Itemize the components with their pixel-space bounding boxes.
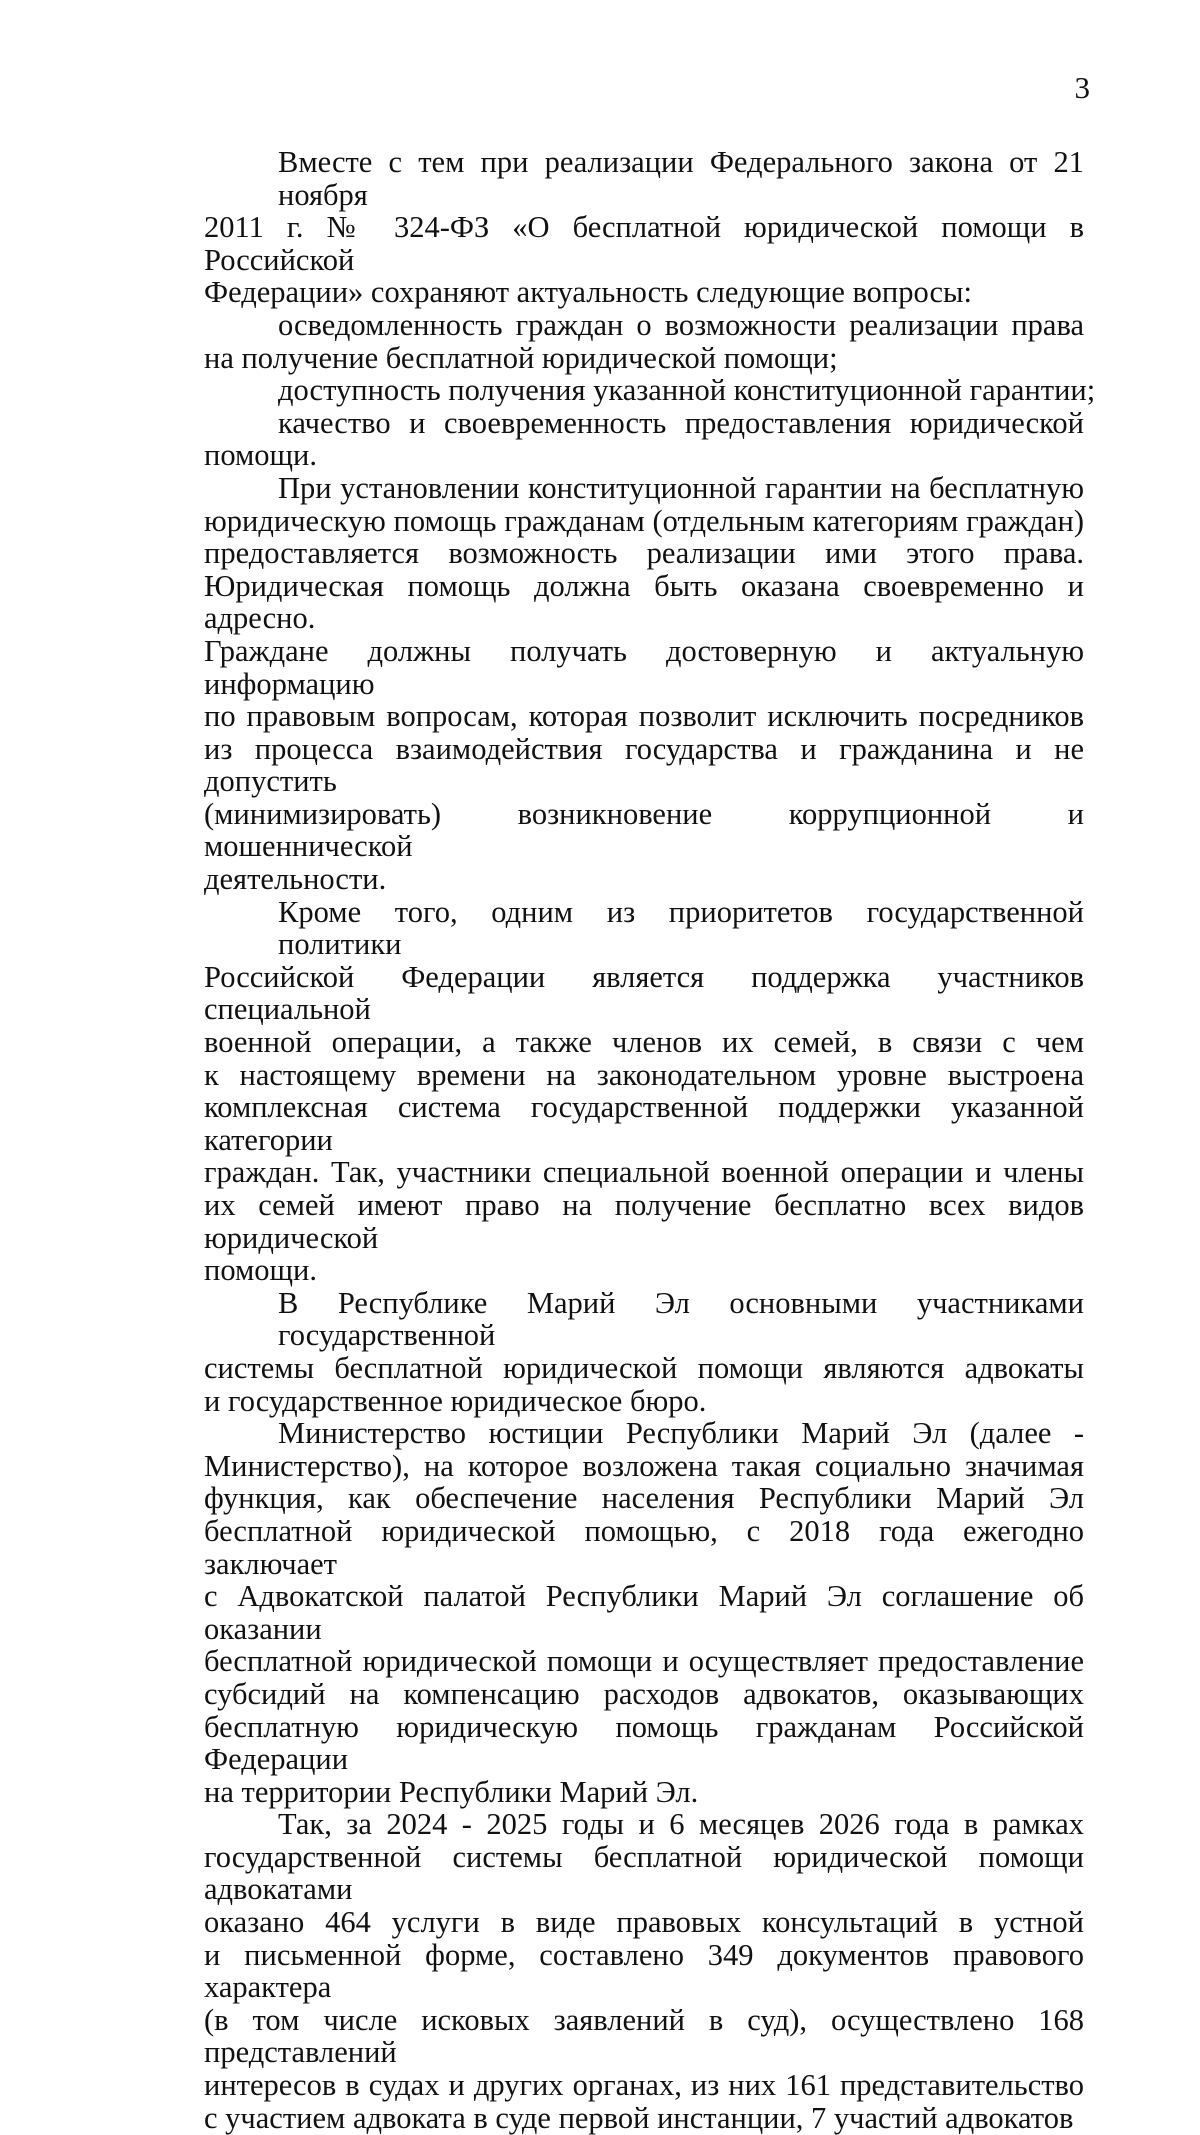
paragraph [204,896,1084,1287]
paragraph [204,1417,1084,1808]
text-line: осведомленность граждан о возможности реализации права [278,307,1084,342]
text-line: военной операции, а также членов их семей, в связи с чем [204,1025,1084,1060]
text-line: на территории Республики Марий Эл. [204,1774,699,1809]
paragraph [204,472,1084,896]
paragraph [204,407,1084,472]
text-line: субсидий на компенсацию расходов адвокатов, оказывающих [204,1676,1084,1711]
text-line: В Республике Марий Эл основными участниками государственной [278,1285,1084,1353]
text-line: Кроме того, одним из приоритетов государственной политики [278,894,1084,962]
paragraph [204,1808,1084,2134]
document-body [204,145,1096,2135]
text-line: их семей имеют право на получение бесплатно всех видов юридической [204,1188,1084,1255]
text-line: с участием адвоката в суде первой инстанции, 7 участий адвокатов [204,2100,1074,2135]
text-line: 2011 г. № 324-ФЗ «О бесплатной юридической помощи в Российской [204,210,1084,277]
text-line: (в том числе исковых заявлений в суд), осуществлено 168 представлений [204,2002,1084,2070]
text-line: качество и своевременность предоставления юридической [278,405,1084,440]
text-line: юридическую помощь гражданам (отдельным категориям граждан) [204,503,1084,538]
text-line: граждан. Так, участники специальной военной операции и члены [204,1155,1084,1190]
text-line: помощи. [204,438,317,473]
text-line: функция, как обеспечение населения Республики Марий Эл [204,1481,1084,1516]
text-line: и государственное юридическое бюро. [204,1383,707,1418]
text-line: к настоящему времени на законодательном уровне выстроена [204,1057,1084,1092]
text-line: Вместе с тем при реализации Федерального закона от 21 ноября [278,145,1084,212]
text-line: из процесса взаимодействия государства и гражданина и не допустить [204,731,1084,799]
page-number: 3 [1074,70,1090,105]
paragraph [204,1287,1084,1417]
text-line: и письменной форме, составлено 349 документов правового характера [204,1937,1084,2005]
text-line: Министерство юстиции Республики Марий Эл (далее - [278,1416,1084,1451]
paragraph [204,309,1084,374]
text-line: Министерство), на которое возложена такая социально значимая [204,1448,1084,1483]
text-line: бесплатной юридической помощью, с 2018 года ежегодно заключает [204,1513,1084,1581]
text-line: интересов в судах и других органах, из них 161 представительство [204,2068,1084,2103]
text-line: с Адвокатской палатой Республики Марий Эл соглашение об оказании [204,1579,1084,1646]
text-line: предоставляется возможность реализации ими этого права. [204,536,1084,571]
text-line: деятельности. [204,862,387,897]
text-line: Так, за 2024 - 2025 годы и 6 месяцев 2026 года в рамках [278,1807,1084,1842]
text-line: доступность получения указанной конституционной гарантии; [278,373,1096,408]
text-line: комплексная система государственной поддержки указанной категории [204,1090,1084,1157]
text-line: государственной системы бесплатной юридической помощи адвокатами [204,1839,1084,1907]
text-line: бесплатной юридической помощи и осуществляет предоставление [204,1644,1084,1679]
paragraph [204,146,1084,309]
text-line: (минимизировать) возникновение коррупционной и мошеннической [204,796,1084,864]
paragraph [204,373,1096,408]
text-line: Граждане должны получать достоверную и актуальную информацию [204,633,1084,701]
text-line: системы бесплатной юридической помощи являются адвокаты [204,1350,1084,1385]
text-line: Федерации» сохраняют актуальность следующие вопросы: [204,275,973,310]
text-line: бесплатную юридическую помощь гражданам Российской Федерации [204,1709,1084,1777]
text-line: по правовым вопросам, которая позволит исключить посредников [204,699,1084,734]
text-line: на получение бесплатной юридической помощи; [204,340,838,375]
text-line: Российской Федерации является поддержка участников специальной [204,959,1084,1027]
text-line: Юридическая помощь должна быть оказана своевременно и адресно. [204,568,1084,636]
text-line: оказано 464 услуги в виде правовых консультаций в устной [204,1905,1084,1940]
text-line: помощи. [204,1253,317,1288]
text-line: При установлении конституционной гарантии на бесплатную [278,470,1084,505]
